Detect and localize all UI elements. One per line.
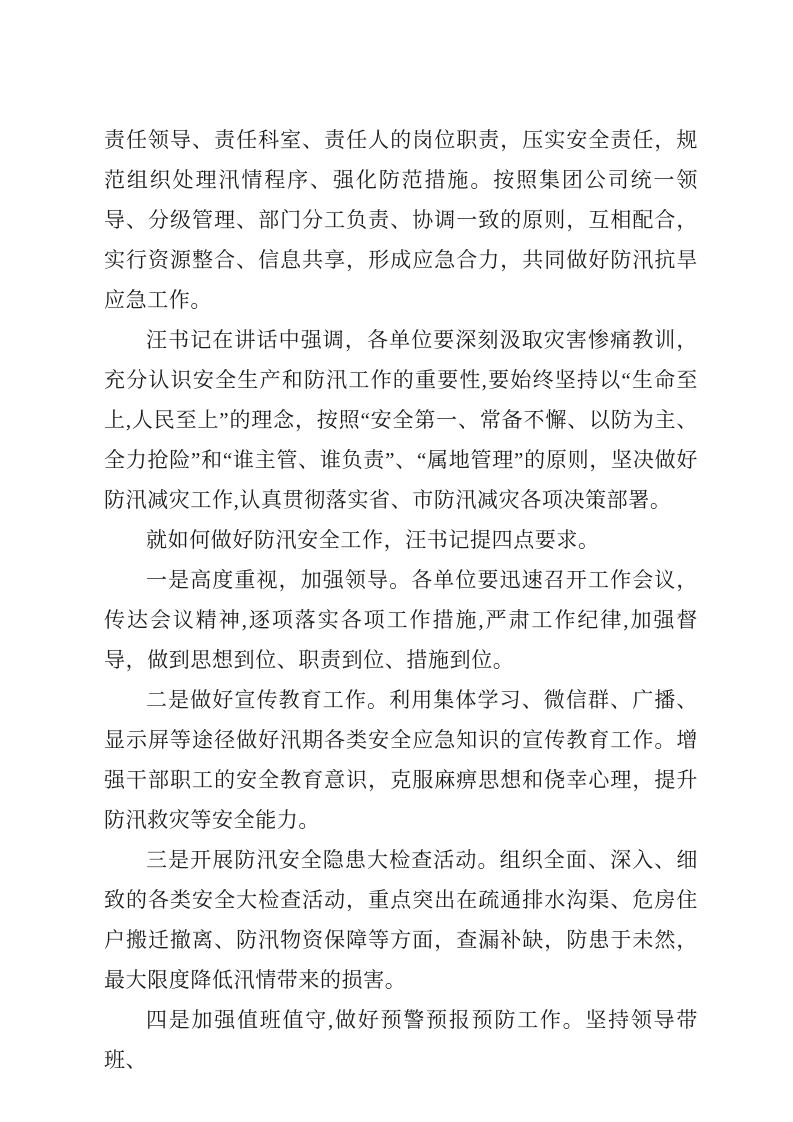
paragraph: 二是做好宣传教育工作。利用集体学习、微信群、广播、显示屏等途径做好汛期各类安全应急知识的宣传教育工作。增强干部职工的安全教育意识，克服麻痹思想和侥幸心理，提升防汛救灾等安全能力。	[104, 688, 698, 832]
paragraph: 就如何做好防汛安全工作，汪书记提四点要求。	[146, 528, 600, 552]
paragraph: 四是加强值班值守,做好预警预报预防工作。坚持领导带班、	[104, 1008, 698, 1072]
paragraph: 汪书记在讲话中强调，各单位要深刻汲取灾害惨痛教训，充分认识安全生产和防汛工作的重要性,要始终坚持以“生命至上,人民至上”的理念，按照“安全第一、常备不懈、以防为主、全力抢险”和“谁主管、谁负责”、“属地管理”的原则，坚决做好防汛减灾工作,认真贯彻落实省、市防汛减灾各项决策部署。	[104, 328, 698, 512]
document-body	[104, 120, 698, 1080]
paragraph: 一是高度重视，加强领导。各单位要迅速召开工作会议，传达会议精神,逐项落实各项工作措施,严肃工作纪律,加强督导，做到思想到位、职责到位、措施到位。	[104, 568, 698, 672]
paragraph: 三是开展防汛安全隐患大检查活动。组织全面、深入、细致的各类安全大检查活动，重点突出在疏通排水沟渠、危房住户搬迁撤离、防汛物资保障等方面，查漏补缺，防患于未然，最大限度降低汛情带来的损害。	[104, 848, 698, 992]
paragraph: 责任领导、责任科室、责任人的岗位职责，压实安全责任，规范组织处理汛情程序、强化防范措施。按照集团公司统一领导、分级管理、部门分工负责、协调一致的原则，互相配合，实行资源整合、信息共享，形成应急合力，共同做好防汛抗旱应急工作。	[104, 128, 698, 312]
